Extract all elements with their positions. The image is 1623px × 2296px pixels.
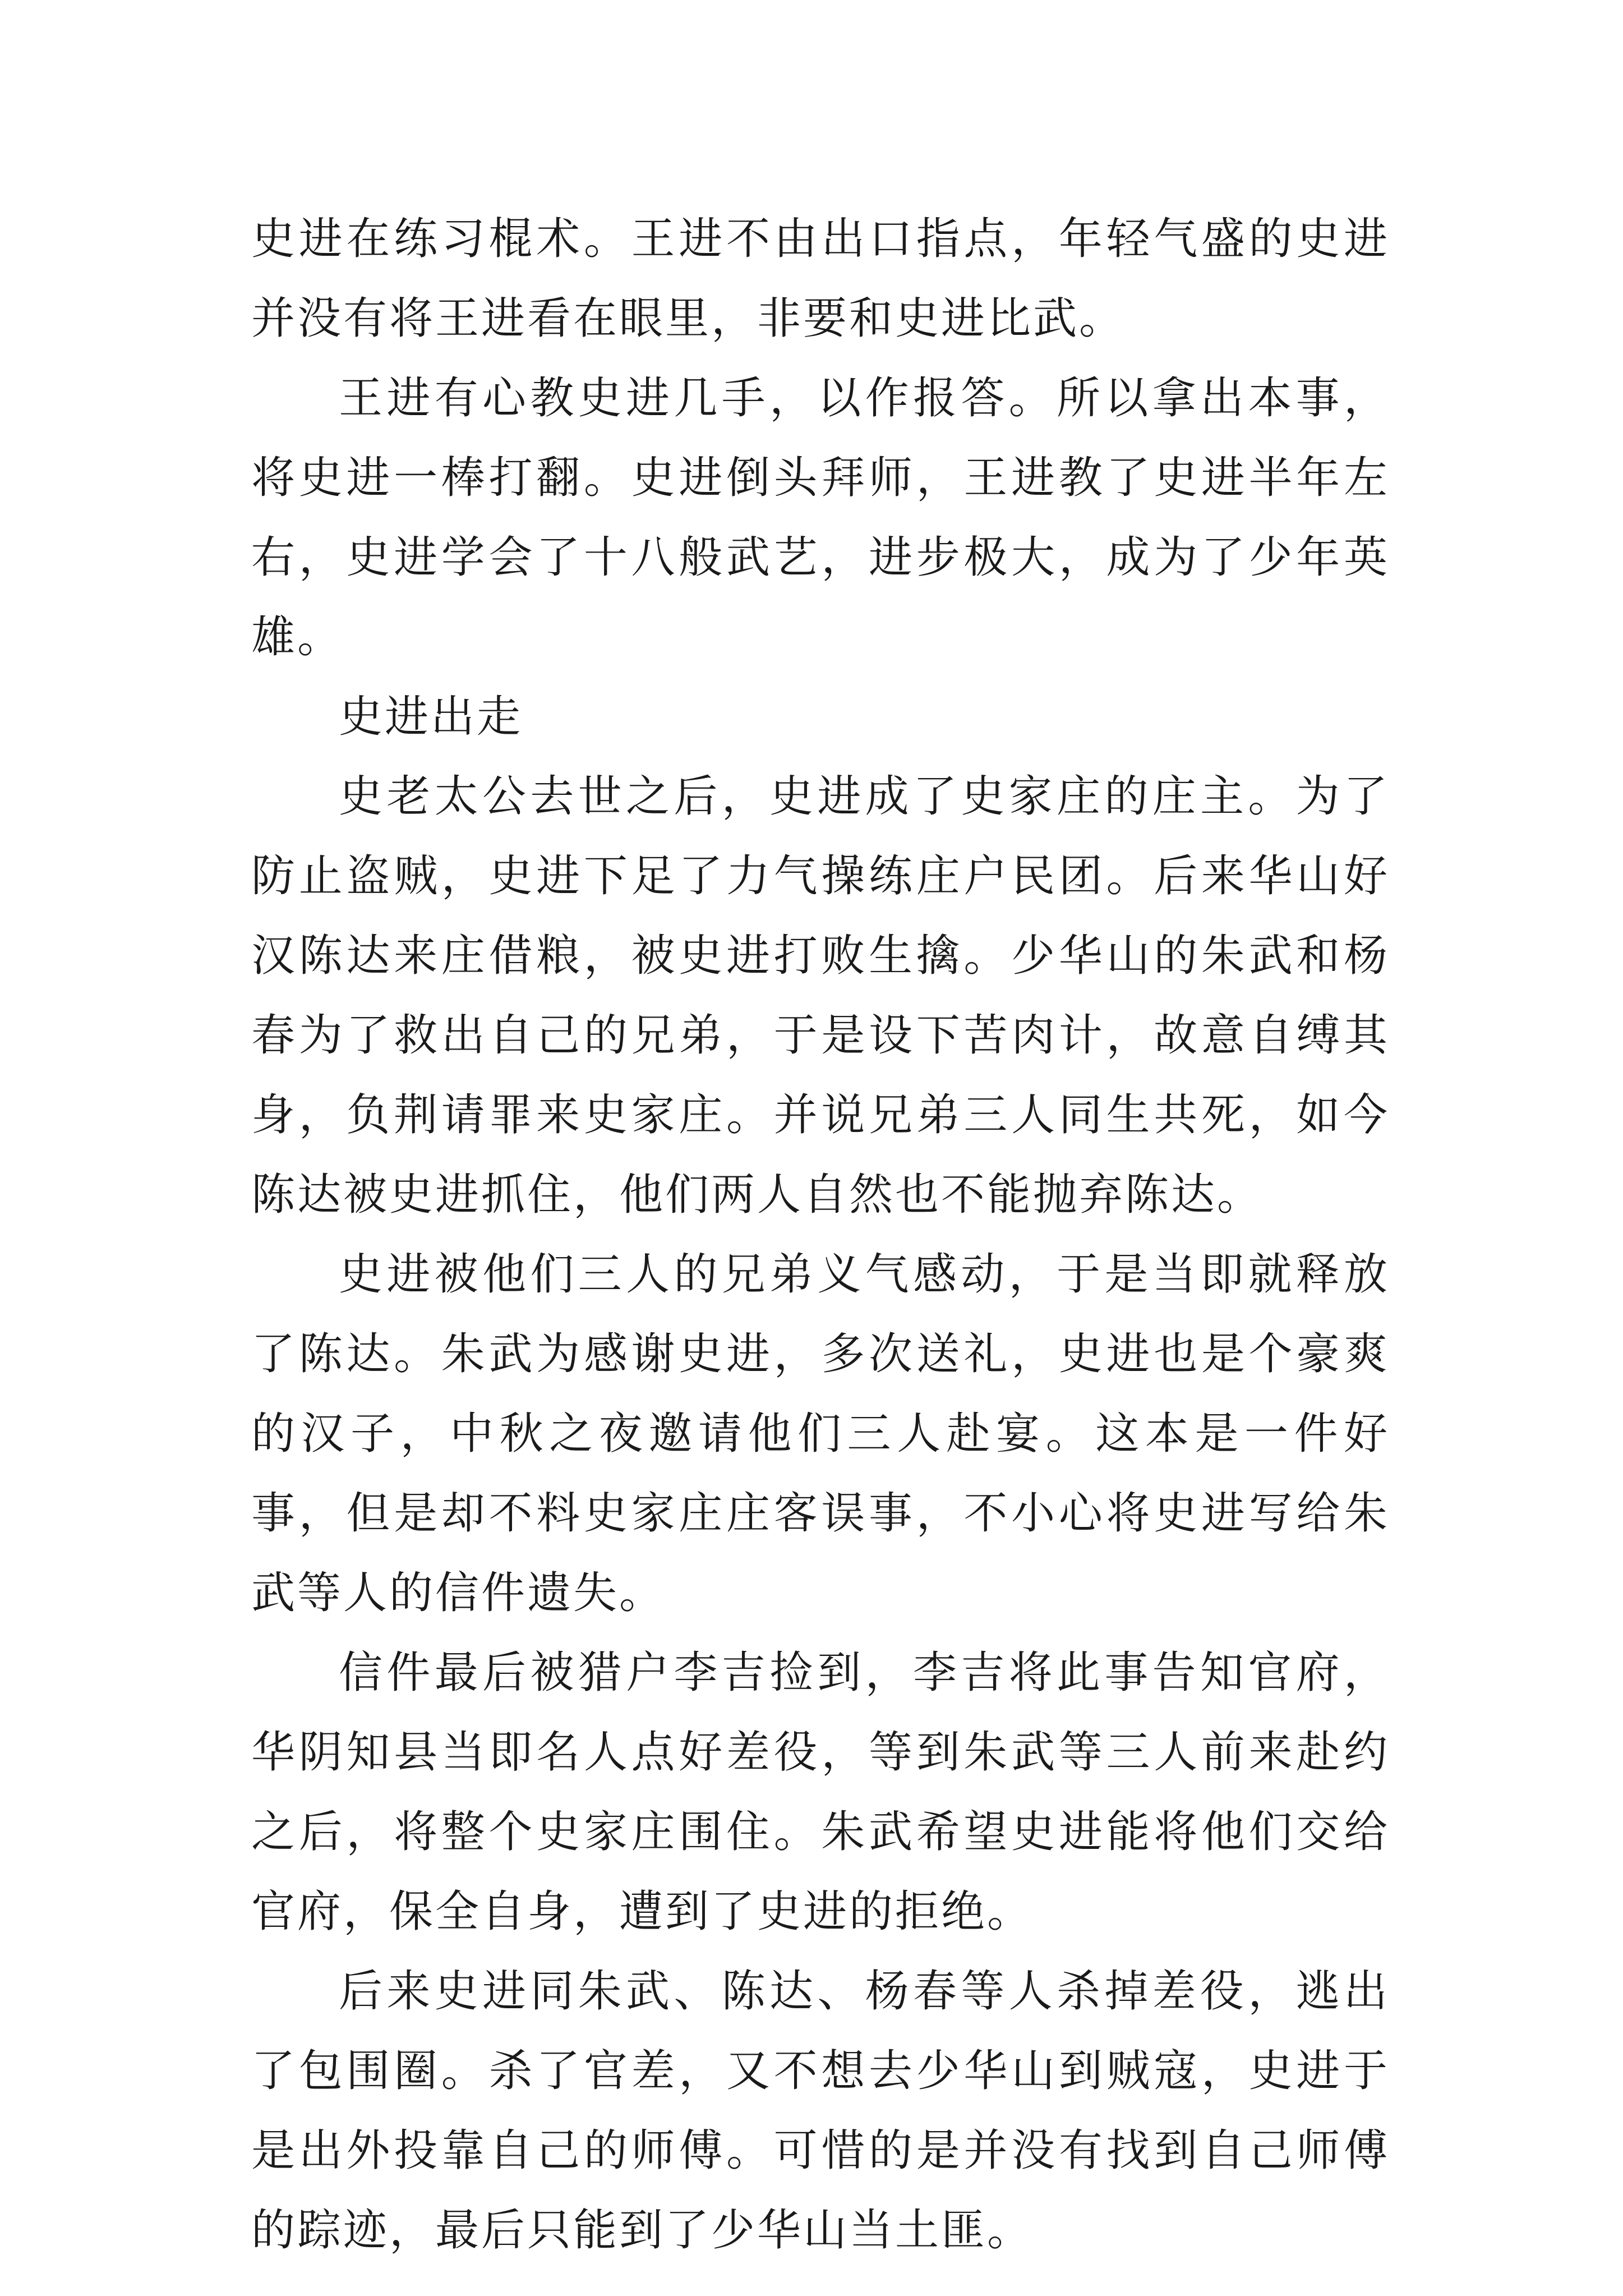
body-text (251, 199, 1390, 2270)
paragraph: 信件最后被猎户李吉捡到，李吉将此事告知官府，华阴知县当即名人点好差役，等到朱武等三人前来赴约之后，将整个史家庄围住。朱武希望史进能将他们交给官府，保全自身，遭到了史进的拒绝。 (251, 1648, 1390, 1937)
paragraph: 王进有心教史进几手，以作报答。所以拿出本事，将史进一棒打翻。史进倒头拜师，王进教了史进半年左右，史进学会了十八般武艺，进步极大，成为了少年英雄。 (251, 373, 1390, 662)
paragraph: 史进被他们三人的兄弟义气感动，于是当即就释放了陈达。朱武为感谢史进，多次送礼，史进也是个豪爽的汉子，中秋之夜邀请他们三人赴宴。这本是一件好事，但是却不料史家庄庄客误事，不小心将史进写给朱武等人的信件遗失。 (251, 1249, 1390, 1618)
paragraph: 后来史进同朱武、陈达、杨春等人杀掉差役，逃出了包围圈。杀了官差，又不想去少华山到贼寇，史进于是出外投靠自己的师傅。可惜的是并没有找到自己师傅的踪迹，最后只能到了少华山当土匪。 (251, 1966, 1390, 2256)
paragraph-continuation: 史进在练习棍术。王进不由出口指点，年轻气盛的史进并没有将王进看在眼里，非要和史进比武。 (251, 214, 1390, 344)
paragraph: 史老太公去世之后，史进成了史家庄的庄主。为了防止盗贼，史进下足了力气操练庄户民团。后来华山好汉陈达来庄借粮，被史进打败生擒。少华山的朱武和杨春为了救出自己的兄弟，于是设下苦肉计，故意自缚其身，负荆请罪来史家庄。并说兄弟三人同生共死，如今陈达被史进抓住，他们两人自然也不能抛弃陈达。 (251, 771, 1390, 1220)
section-heading: 史进出走 (339, 692, 523, 742)
